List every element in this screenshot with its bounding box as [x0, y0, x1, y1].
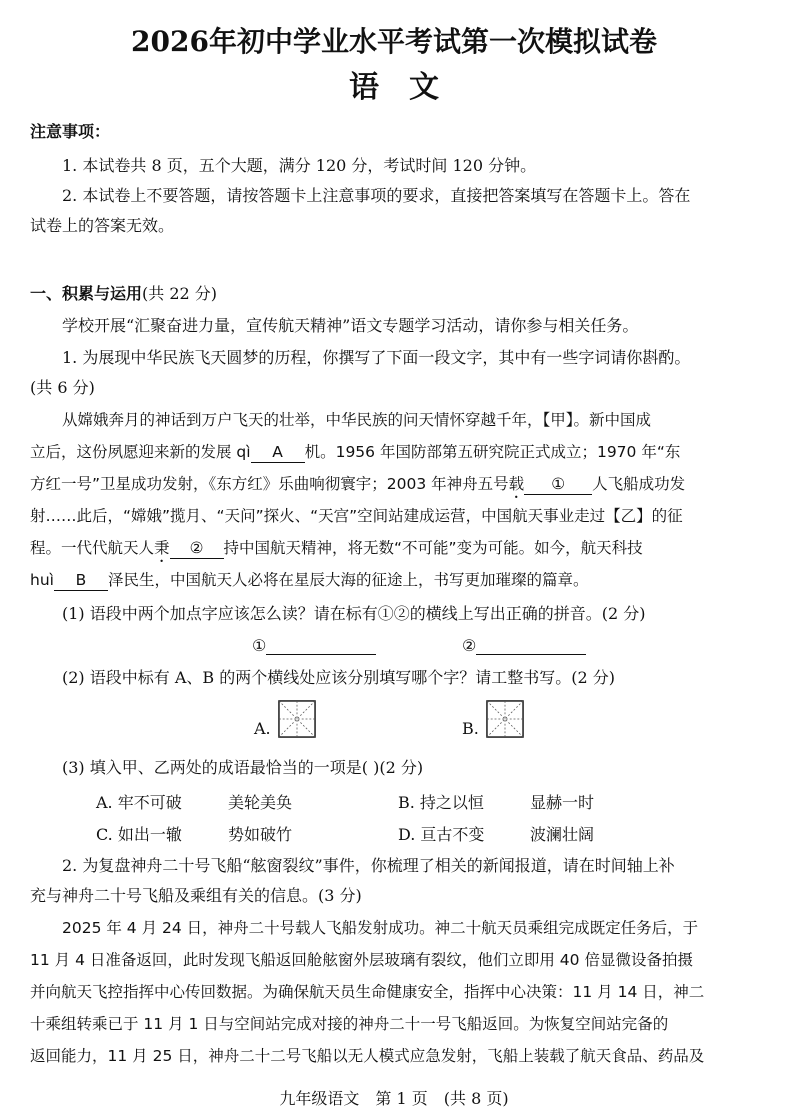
question-1: 1. 为展现中华民族飞天圆梦的历程，你撰写了下面一段文字，其中有一些字词请你斟酌。	[62, 348, 691, 367]
page-footer: 九年级语文 第 1 页 (共 8 页)	[279, 1089, 509, 1108]
dotted-char-1: 载	[508, 475, 525, 493]
notice-heading: 注意事项：	[30, 122, 111, 141]
news-line: 返回能力，11 月 25 日，神舟二十二号飞船以无人模式应急发射，飞船上装载了航天食品、药品及	[30, 1047, 705, 1065]
option-d-idiom-2: 波澜壮阔	[530, 825, 595, 844]
sub-question-1: (1) 语段中两个加点字应该怎么读？请在标有①②的横线上写出正确的拼音。(2 分)	[62, 604, 646, 623]
option-c-idiom-2: 势如破竹	[228, 825, 293, 844]
option-d-idiom-1: D. 亘古不变	[398, 825, 485, 844]
option-b-idiom-2: 显赫一时	[530, 793, 595, 812]
passage-line	[30, 442, 770, 463]
section-intro: 学校开展“汇聚奋进力量，宣传航天精神”语文专题学习活动，请你参与相关任务。	[62, 316, 639, 335]
tianzige-grid-icon[interactable]	[486, 700, 524, 738]
blank-a: A	[251, 442, 305, 463]
subject-title: 语文	[349, 70, 469, 105]
option-b[interactable]	[398, 790, 484, 813]
writing-grid-b[interactable]	[462, 700, 524, 738]
blank-b: B	[54, 570, 108, 591]
passage-text: 立后，这份夙愿迎来新的发展 qì	[30, 443, 251, 461]
option-c-idiom-1: C. 如出一辙	[96, 825, 182, 844]
passage-line	[30, 538, 770, 566]
notice-item-1: 1. 本试卷共 8 页，五个大题，满分 120 分，考试时间 120 分钟。	[62, 156, 537, 175]
option-c[interactable]	[96, 822, 182, 845]
answer-mark-2: ②	[462, 636, 477, 655]
writing-grid-a[interactable]	[254, 700, 316, 738]
grid-label-b: B.	[462, 719, 479, 738]
blank-1: ①	[524, 474, 592, 495]
sub-question-3: (3) 填入甲、乙两处的成语最恰当的一项是( )(2 分)	[62, 758, 424, 777]
passage-text: 方红一号”卫星成功发射，《东方红》乐曲响彻寰宇；2003 年神舟五号	[30, 475, 509, 493]
passage-line	[30, 570, 770, 591]
option-a-idiom-1: A. 牢不可破	[96, 793, 182, 812]
passage-text: 程。一代代航天人	[30, 539, 155, 557]
news-line: 11 月 4 日准备返回，此时发现飞船返回舱舷窗外层玻璃有裂纹，他们立即用 40 倍显微设备拍摄	[30, 951, 693, 969]
answer-blank-1[interactable]	[266, 636, 376, 655]
notice-item-2-cont: 试卷上的答案无效。	[30, 216, 175, 235]
news-line: 2025 年 4 月 24 日，神舟二十号载人飞船发射成功。神二十航天员乘组完成既定任务后，于	[62, 919, 699, 937]
answer-line-2[interactable]	[462, 636, 586, 655]
news-line: 并向航天飞控指挥中心传回数据。为确保航天员生命健康安全，指挥中心决策：11 月 14 日，神二	[30, 983, 705, 1001]
option-b-idiom-1: B. 持之以恒	[398, 793, 484, 812]
dotted-char-2: 秉	[154, 539, 170, 557]
blank-2: ②	[170, 538, 224, 559]
passage-text: 泽民生，中国航天人必将在星辰大海的征途上，书写更加璀璨的篇章。	[107, 571, 589, 589]
passage-text: 持中国航天精神，将无数“不可能”变为可能。如今，航天科技	[223, 539, 643, 557]
passage-text: huì	[30, 571, 54, 589]
passage-text: 机。1956 年国防部第五研究院正式成立；1970 年“东	[304, 443, 681, 461]
news-line: 十乘组转乘已于 11 月 1 日与空间站完成对接的神舟二十一号飞船返回。为恢复空间站完备的	[30, 1015, 669, 1033]
question-2-cont: 充与神舟二十号飞船及乘组有关的信息。(3 分)	[30, 886, 362, 905]
answer-blank-2[interactable]	[476, 636, 586, 655]
question-1-score: (共 6 分)	[30, 378, 95, 397]
option-a-idiom-2: 美轮美奂	[228, 793, 293, 812]
passage-line: 从嫦娥奔月的神话到万户飞天的壮举，中华民族的问天情怀穿越千年，【甲】。新中国成	[62, 411, 652, 429]
grid-label-a: A.	[254, 719, 271, 738]
exam-title: 2026年初中学业水平考试第一次模拟试卷	[131, 25, 657, 58]
section-title: 一、积累与运用	[30, 284, 143, 303]
sub-question-2: (2) 语段中标有 A、B 的两个横线处应该分别填写哪个字？请工整书写。(2 分)	[62, 668, 615, 687]
answer-mark-1: ①	[252, 636, 267, 655]
passage-text: 人飞船成功发	[592, 475, 686, 493]
notice-item-2: 2. 本试卷上不要答题，请按答题卡上注意事项的要求，直接把答案填写在答题卡上。答在	[62, 186, 691, 205]
passage-line	[30, 474, 770, 502]
passage-line: 射……此后，“嫦娥”揽月、“天问”探火、“天宫”空间站建成运营，中国航天事业走过【乙】的征	[30, 507, 683, 525]
section-score: (共 22 分)	[142, 284, 218, 303]
option-d[interactable]	[398, 822, 484, 845]
answer-line-1[interactable]	[252, 636, 376, 655]
option-a[interactable]	[96, 790, 182, 813]
section-heading	[30, 284, 770, 304]
question-2: 2. 为复盘神舟二十号飞船“舷窗裂纹”事件，你梳理了相关的新闻报道，请在时间轴上补	[62, 856, 675, 875]
tianzige-grid-icon[interactable]	[278, 700, 316, 738]
